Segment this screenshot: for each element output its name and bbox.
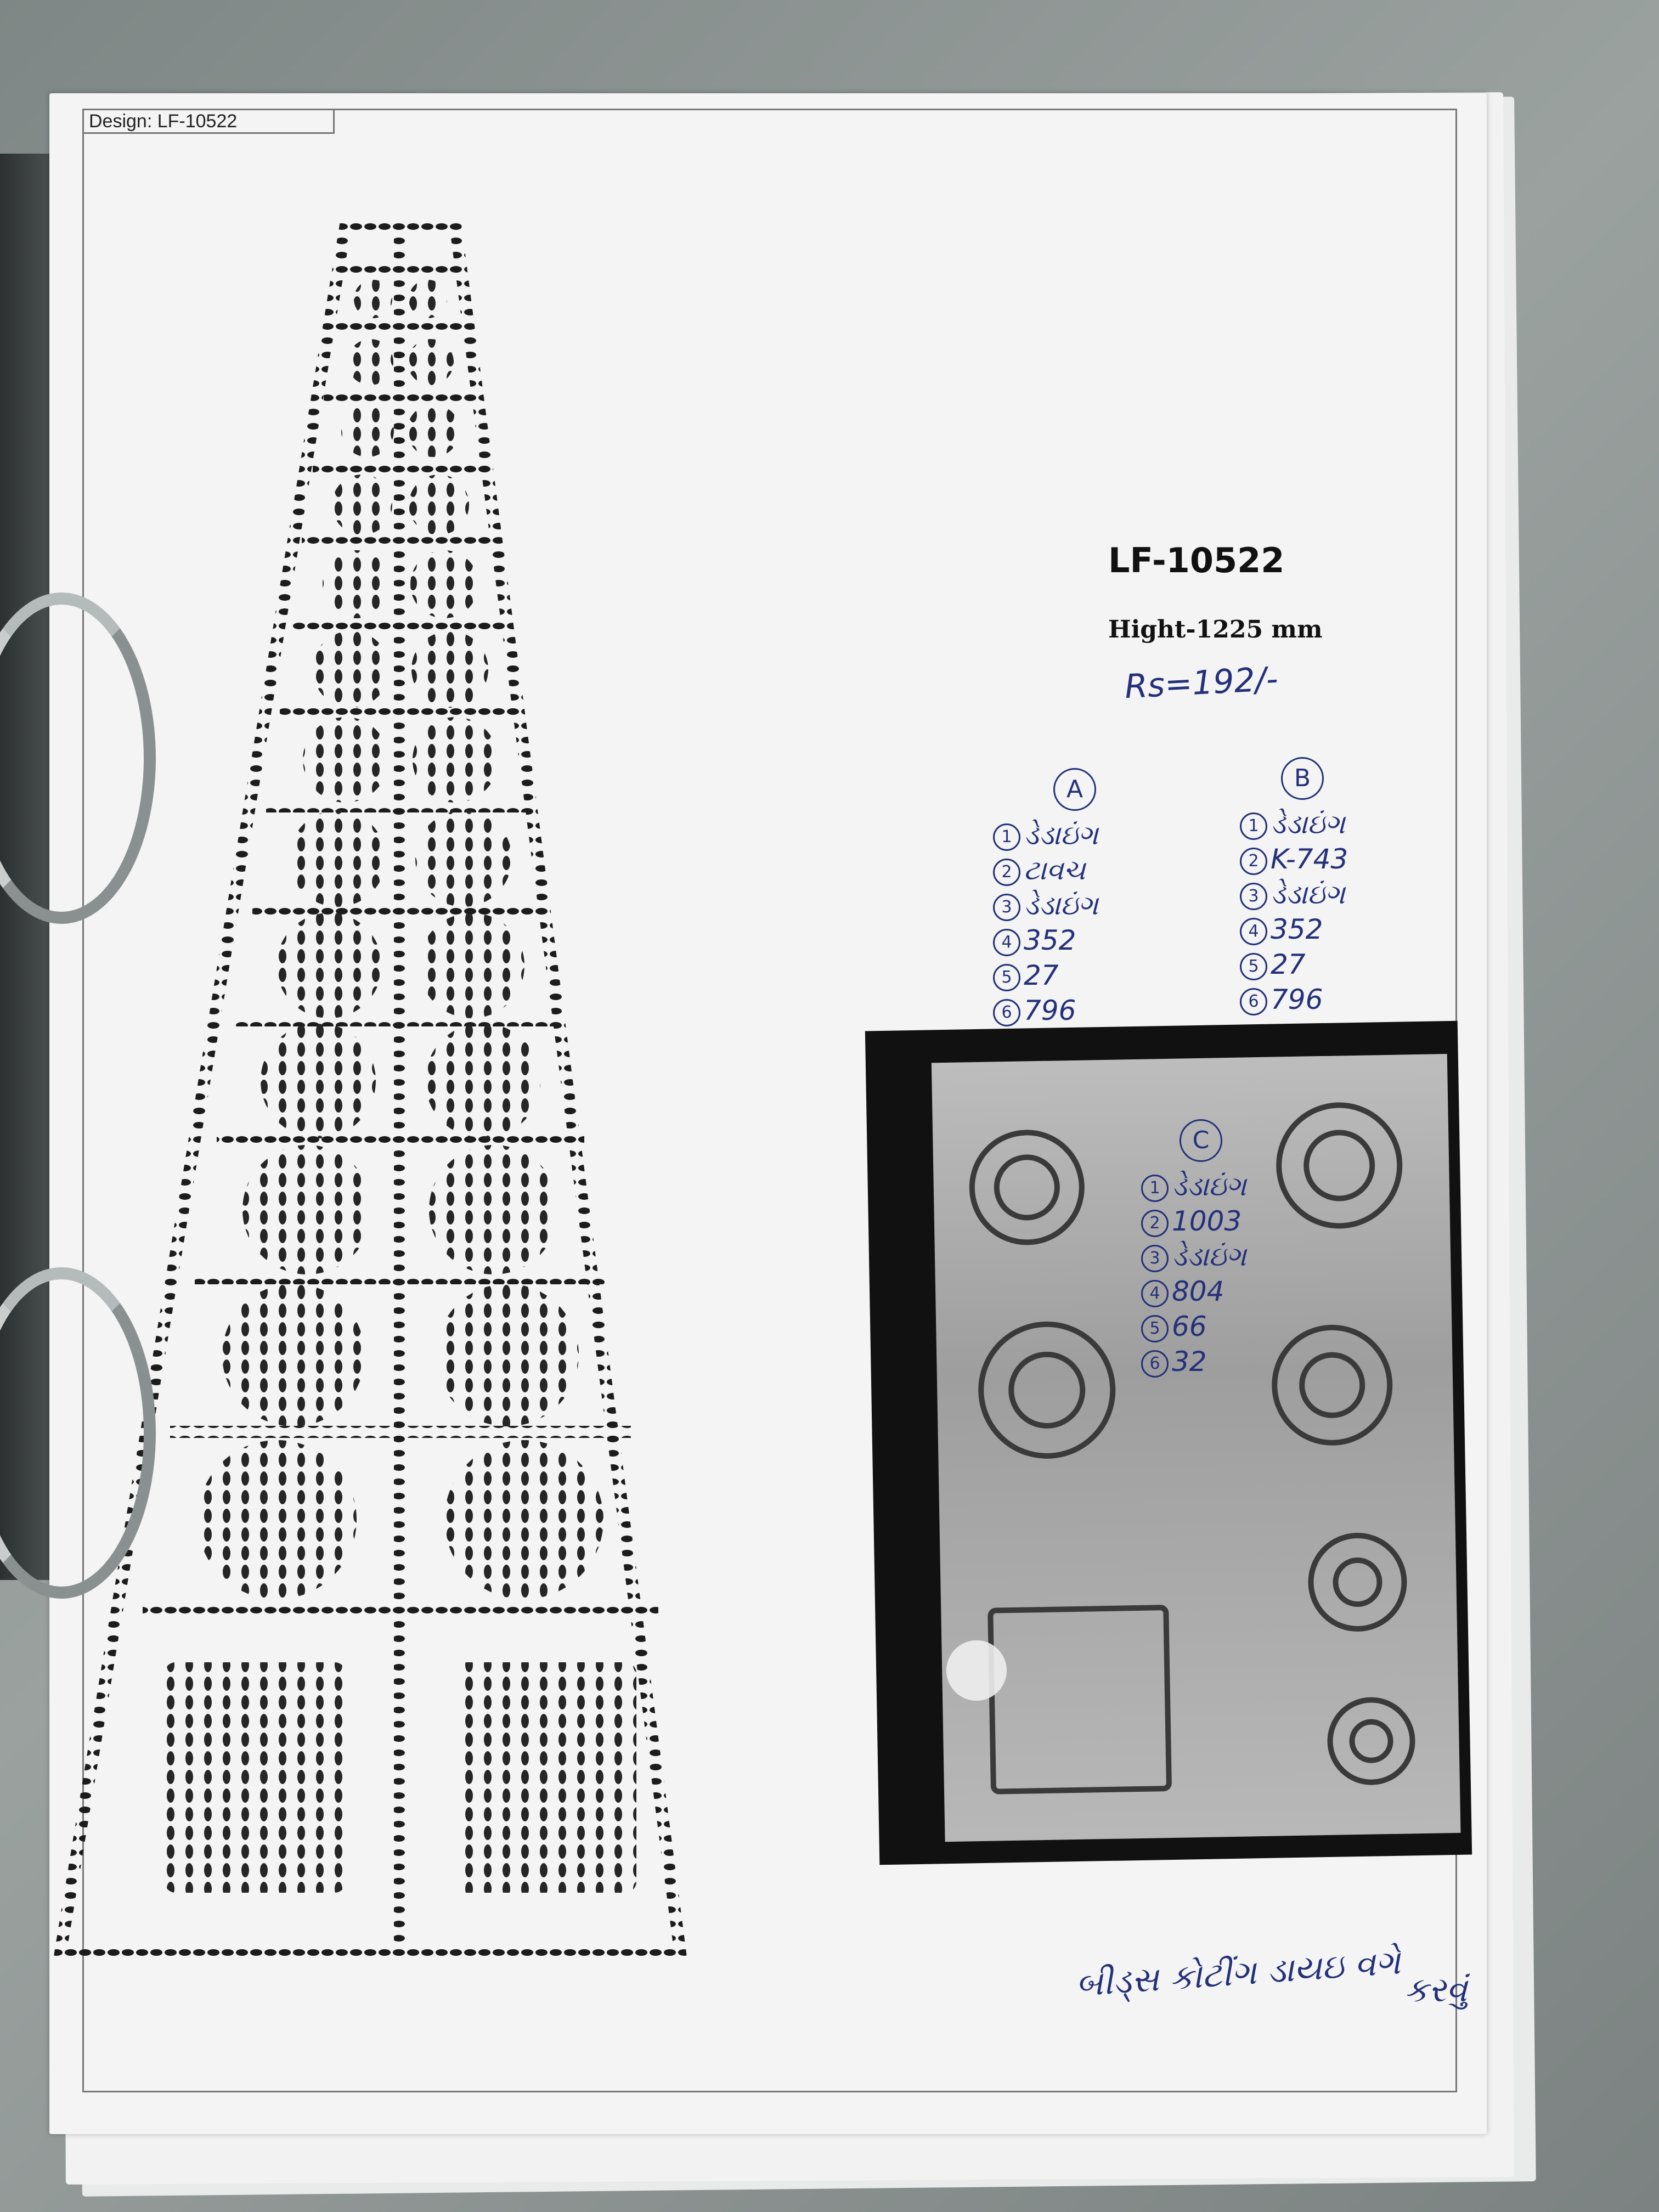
design-sheet [49, 93, 1487, 2134]
list-item: 1 ડેડાઇંગ [1240, 806, 1348, 842]
column-b-list [1240, 806, 1348, 1017]
list-item: 4 352 [993, 923, 1098, 958]
bottom-note-2: કરવું [1404, 1970, 1468, 2010]
design-label: Design: LF-10522 [82, 109, 335, 134]
list-item: 5 66 [1141, 1309, 1246, 1344]
bottom-note: બીડ્સ કોટીંગ ડાયઇ વગે [1074, 1942, 1402, 2005]
column-c-list [1141, 1169, 1246, 1379]
design-height: Hight-1225 mm [1108, 616, 1323, 644]
column-c-head: C [1180, 1119, 1222, 1162]
list-item: 1 ડેડાઇંગ [993, 817, 1098, 853]
column-a-head: A [1053, 768, 1096, 811]
list-item: 4 352 [1240, 912, 1348, 947]
design-title: LF-10522 [1108, 540, 1285, 580]
list-item: 6 796 [1240, 982, 1348, 1017]
column-b-head: B [1281, 757, 1324, 800]
list-item: 3 ડેડાઇંગ [993, 888, 1098, 923]
list-item: 6 796 [993, 993, 1098, 1028]
play-icon [946, 1640, 1007, 1701]
list-item: 2 K-743 [1240, 842, 1348, 877]
list-item: 2 ટાવચ [993, 853, 1098, 888]
list-item: 6 32 [1141, 1344, 1246, 1379]
column-a-list [993, 817, 1098, 1028]
list-item: 5 27 [1240, 947, 1348, 982]
list-item: 1 ડેડાઇંગ [1141, 1169, 1246, 1204]
list-item: 3 ડેડાઇંગ [1141, 1239, 1246, 1274]
list-item: 5 27 [993, 958, 1098, 993]
list-item: 3 ડેડાઇંગ [1240, 877, 1348, 912]
pattern-drawing [49, 219, 708, 2096]
price-note: Rs=192/- [1124, 659, 1279, 707]
reference-photo [865, 1021, 1472, 1865]
list-item: 4 804 [1141, 1274, 1246, 1309]
list-item: 2 1003 [1141, 1204, 1246, 1239]
